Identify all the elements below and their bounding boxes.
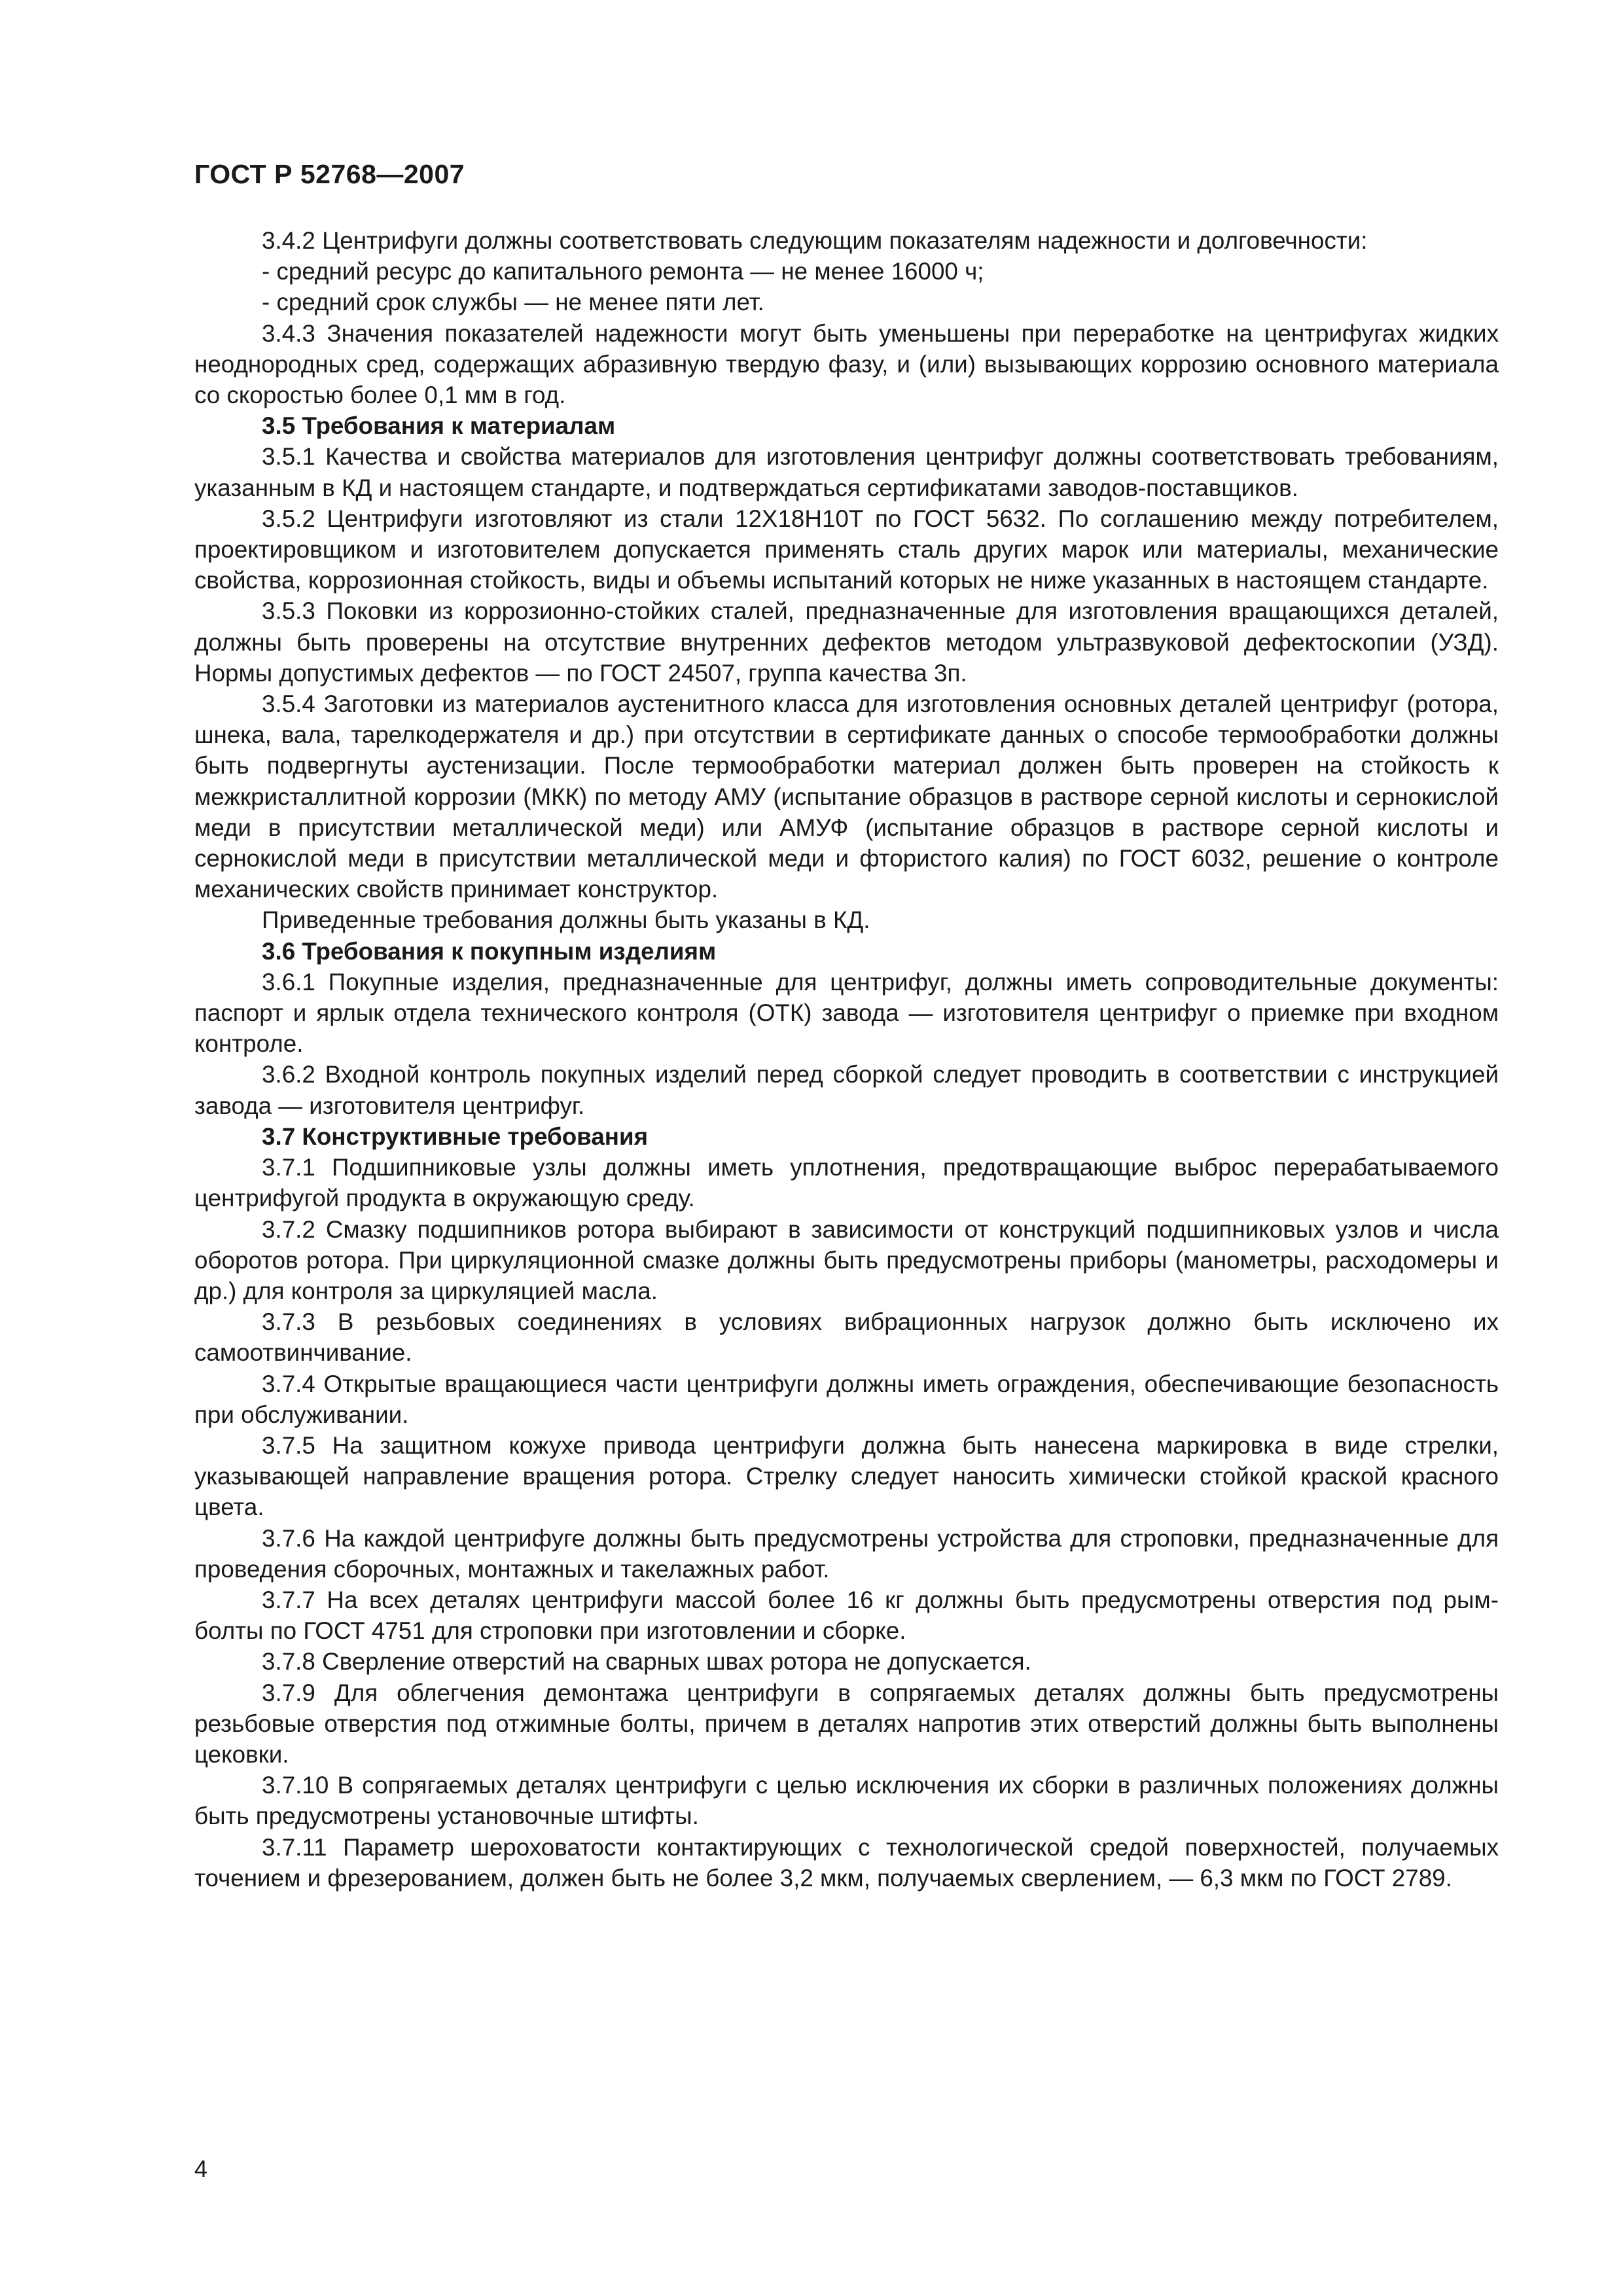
section-heading: 3.5 Требования к материалам xyxy=(262,412,616,440)
paragraph: 3.7.10 В сопрягаемых деталях центрифуги с целью исключения их сборки в различных положениях должны быть предусмотрены установочные штифты. xyxy=(194,1772,1499,1830)
paragraph: 3.7.11 Параметр шероховатости контактирующих с технологической средой поверхностей, получаемых точением и фрезерованием, должен быть не более 3,2 мкм, получаемых сверлением, — 6,3 мкм по ГОСТ 2789. xyxy=(194,1833,1499,1892)
paragraph: 3.7.7 На всех деталях центрифуги массой более 16 кг должны быть предусмотрены отверстия под рым-болты по ГОСТ 4751 для строповки при изготовлении и сборке. xyxy=(194,1586,1499,1645)
page-number: 4 xyxy=(194,2155,208,2182)
paragraph: 3.4.3 Значения показателей надежности могут быть уменьшены при переработке на центрифугах жидких неоднородных сред, содержащих абразивную твердую фазу, и (или) вызывающих коррозию основного материала со скоростью более 0,1 мм в год. xyxy=(194,319,1499,409)
list-item: - средний ресурс до капитального ремонта — не менее 16000 ч; xyxy=(262,258,984,285)
list-item: - средний срок службы — не менее пяти лет. xyxy=(262,289,764,316)
paragraph: 3.5.2 Центрифуги изготовляют из стали 12Х18Н10Т по ГОСТ 5632. По соглашению между потребителем, проектировщиком и изготовителем допускается применять сталь других марок или материалы, механические свойства, коррозионная стойкость, виды и объемы испытаний которых не ниже указанных в настоящем стандарте. xyxy=(194,505,1499,594)
paragraph: 3.5.1 Качества и свойства материалов для изготовления центрифуг должны соответствовать требованиям, указанным в КД и настоящем стандарте, и подтверждаться сертификатами заводов-поставщиков. xyxy=(194,443,1499,501)
document-body xyxy=(194,225,1499,1893)
section-heading: 3.7 Конструктивные требования xyxy=(262,1122,649,1150)
paragraph: 3.6.2 Входной контроль покупных изделий перед сборкой следует проводить в соответствии с инструкцией завода — изготовителя центрифуг. xyxy=(194,1061,1499,1119)
paragraph: 3.7.8 Сверление отверстий на сварных швах ротора не допускается. xyxy=(262,1648,1031,1676)
paragraph: 3.4.2 Центрифуги должны соответствовать следующим показателям надежности и долговечности: xyxy=(262,227,1368,254)
paragraph: 3.7.6 На каждой центрифуге должны быть предусмотрены устройства для строповки, предназначенные для проведения сборочных, монтажных и такелажных работ. xyxy=(194,1524,1499,1583)
section-heading: 3.6 Требования к покупным изделиям xyxy=(262,937,717,965)
document-header: ГОСТ Р 52768—2007 xyxy=(194,159,465,189)
paragraph: 3.7.4 Открытые вращающиеся части центрифуги должны иметь ограждения, обеспечивающие безопасность при обслуживании. xyxy=(194,1370,1499,1428)
paragraph: 3.7.1 Подшипниковые узлы должны иметь уплотнения, предотвращающие выброс перерабатываемого центрифугой продукта в окружающую среду. xyxy=(194,1154,1499,1212)
paragraph: 3.7.3 В резьбовых соединениях в условиях вибрационных нагрузок должно быть исключено их самоотвинчивание. xyxy=(194,1308,1499,1367)
paragraph: 3.5.3 Поковки из коррозионно-стойких сталей, предназначенные для изготовления вращающихся деталей, должны быть проверены на отсутствие внутренних дефектов методом ультразвуковой дефектоскопии (УЗД). Нормы допустимых дефектов — по ГОСТ 24507, группа качества 3п. xyxy=(194,598,1499,687)
paragraph: 3.7.9 Для облегчения демонтажа центрифуги в сопрягаемых деталях должны быть предусмотрены резьбовые отверстия под отжимные болты, причем в деталях напротив этих отверстий должны быть выполнены цековки. xyxy=(194,1679,1499,1768)
paragraph: Приведенные требования должны быть указаны в КД. xyxy=(262,906,870,934)
paragraph: 3.5.4 Заготовки из материалов аустенитного класса для изготовления основных деталей центрифуг (ротора, шнека, вала, тарелкодержателя и др.) при отсутствии в сертификате данных о способе термообработки должны быть подвергнуты аустенизации. После термообработки материал должен быть проверен на стойкость к межкристаллитной коррозии (МКК) по методу АМУ (испытание образцов в растворе серной кислоты и сернокислой меди в присутствии металлической меди) или АМУФ (испытание образцов в растворе серной кислоты и сернокислой меди в присутствии металлической меди и фтористого калия) по ГОСТ 6032, решение о контроле механических свойств принимает конструктор. xyxy=(194,691,1499,903)
paragraph: 3.6.1 Покупные изделия, предназначенные для центрифуг, должны иметь сопроводительные документы: паспорт и ярлык отдела технического контроля (ОТК) завода — изготовителя центрифуг о приемке при входном контроле. xyxy=(194,968,1499,1058)
paragraph: 3.7.5 На защитном кожухе привода центрифуги должна быть нанесена маркировка в виде стрелки, указывающей направление вращения ротора. Стрелку следует наносить химически стойкой краской красного цвета. xyxy=(194,1431,1499,1521)
paragraph: 3.7.2 Смазку подшипников ротора выбирают в зависимости от конструкций подшипниковых узлов и числа оборотов ротора. При циркуляционной смазке должны быть предусмотрены приборы (манометры, расходомеры и др.) для контроля за циркуляцией масла. xyxy=(194,1215,1499,1304)
